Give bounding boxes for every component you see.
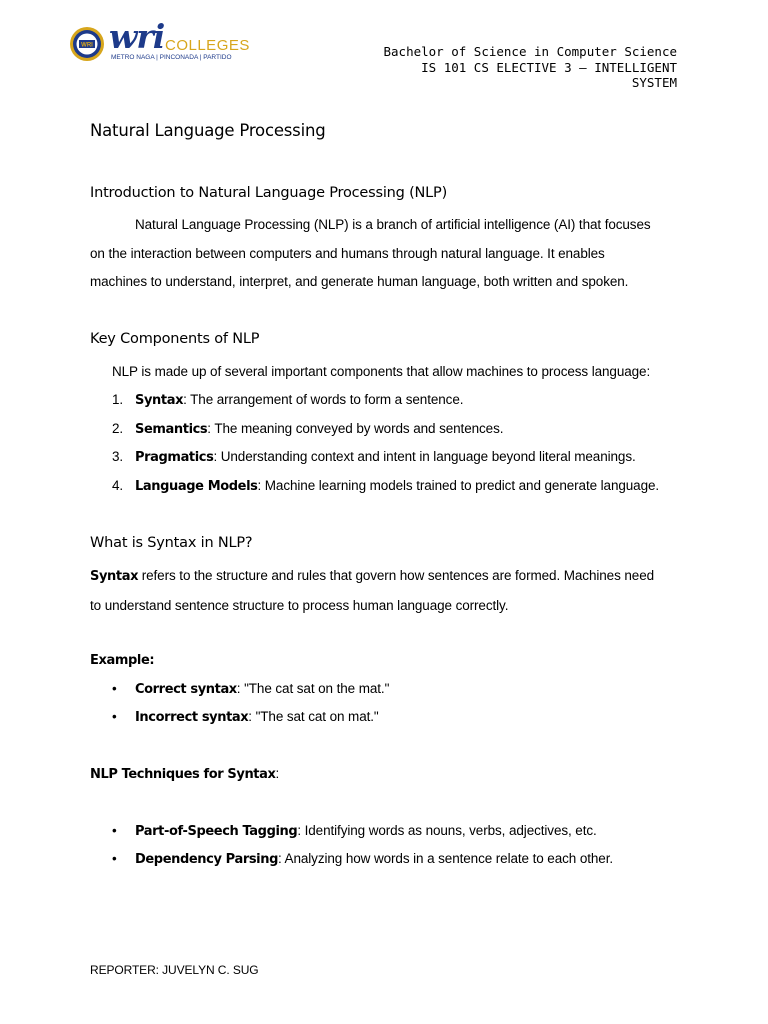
techniques-label-text: NLP Techniques for Syntax (90, 767, 276, 782)
list-term: Pragmatics (135, 450, 214, 465)
intro-heading: Introduction to Natural Language Processing (NLP) (90, 185, 448, 201)
bullet: • (112, 681, 117, 696)
list-number: 3. (112, 449, 124, 464)
list-number: 1. (112, 392, 124, 407)
college-logo (69, 17, 250, 66)
list-desc: : Analyzing how words in a sentence relate to each other. (278, 851, 614, 866)
list-desc: : Identifying words as nouns, verbs, adjectives, etc. (297, 823, 597, 838)
list-term: Correct syntax (135, 682, 237, 697)
intro-line-2: on the interaction between computers and humans through natural language. It enables (90, 245, 605, 261)
list-term: Syntax (135, 393, 184, 408)
seal-text: WRI (81, 42, 93, 49)
course-line: IS 101 CS ELECTIVE 3 – INTELLIGENT (421, 59, 677, 75)
syntax-term: Syntax (90, 569, 139, 584)
list-desc: : Understanding context and intent in language beyond literal meanings. (213, 449, 636, 464)
list-desc: : "The sat cat on mat." (248, 709, 379, 724)
course-line-continued: SYSTEM (631, 75, 677, 90)
syntax-line-2: to understand sentence structure to process human language correctly. (90, 597, 509, 613)
college-seal-icon (69, 26, 105, 62)
list-number: 4. (112, 478, 124, 493)
bullet: • (112, 823, 117, 838)
components-lead-text: NLP is made up of several important components that allow machines to process language: (112, 364, 651, 379)
techniques-label (90, 766, 279, 782)
list-desc: : The meaning conveyed by words and sentences. (207, 421, 504, 436)
list-term: Incorrect syntax (135, 710, 249, 725)
reporter-footer: REPORTER: JUVELYN C. SUG (90, 963, 259, 977)
syntax-paragraph (90, 562, 680, 620)
brand-wri: wri (109, 17, 165, 56)
components-heading: Key Components of NLP (90, 331, 260, 347)
example-label (90, 652, 154, 668)
list-term: Part-of-Speech Tagging (135, 824, 298, 839)
list-term: Dependency Parsing (135, 852, 278, 867)
campus-list: METRO NAGA | PINCONADA | PARTIDO (111, 54, 232, 61)
list-desc: : The arrangement of words to form a sentence. (183, 392, 464, 407)
intro-line-1: Natural Language Processing (NLP) is a branch of artificial intelligence (AI) that focuses (135, 217, 651, 232)
brand-colleges: COLLEGES (165, 37, 250, 54)
syntax-heading: What is Syntax in NLP? (90, 535, 253, 551)
syntax-line-1: refers to the structure and rules that govern how sentences are formed. Machines need (138, 568, 655, 583)
list-desc: : "The cat sat on the mat." (236, 681, 390, 696)
course-header (357, 44, 677, 91)
document-title: Natural Language Processing (90, 121, 326, 140)
bullet: • (112, 709, 117, 724)
list-number: 2. (112, 421, 124, 436)
intro-paragraph (90, 211, 680, 297)
intro-line-3: machines to understand, interpret, and generate human language, both written and spoken. (90, 274, 629, 289)
list-term: Semantics (135, 422, 208, 437)
example-label-text: Example: (90, 653, 155, 668)
bullet: • (112, 851, 117, 866)
list-term: Language Models (135, 479, 258, 494)
list-desc: : Machine learning models trained to predict and generate language. (257, 478, 660, 493)
program-line: Bachelor of Science in Computer Science (383, 44, 677, 59)
techniques-colon: : (275, 766, 280, 781)
